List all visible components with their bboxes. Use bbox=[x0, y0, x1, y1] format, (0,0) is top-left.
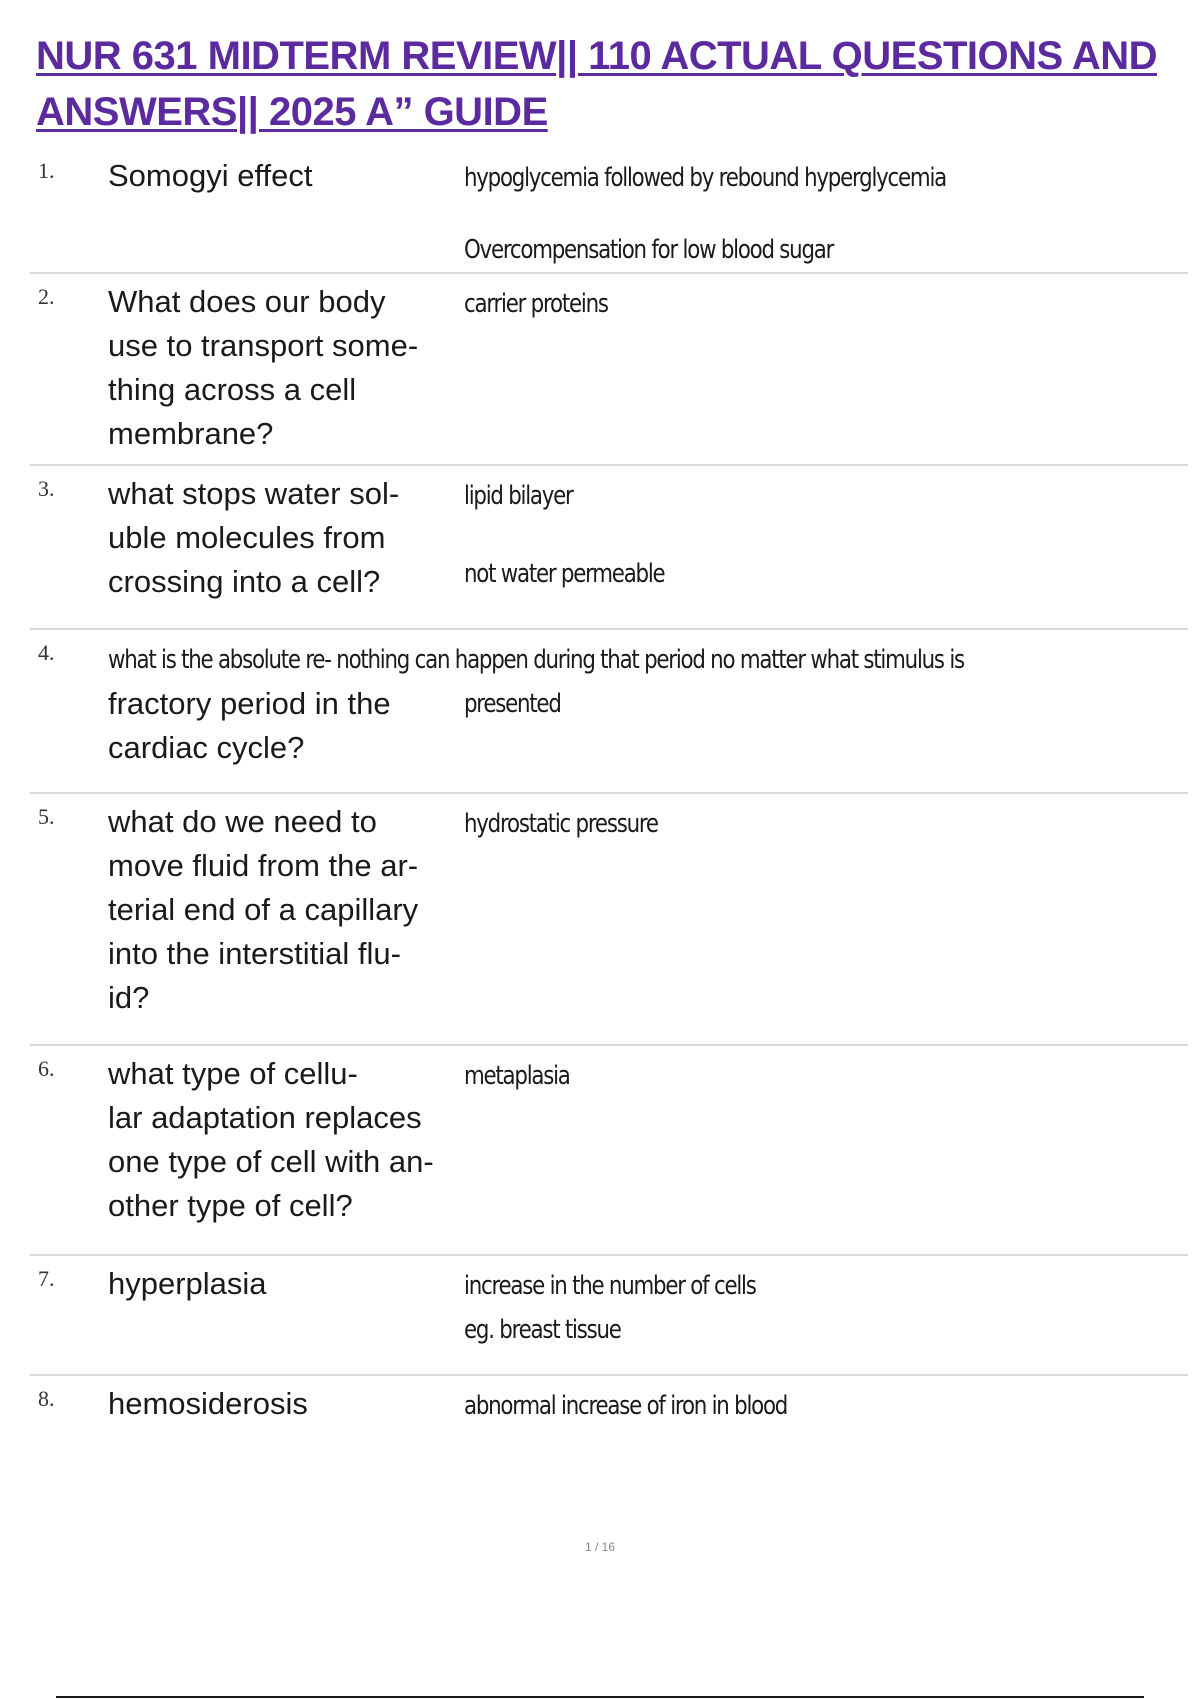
footer-divider bbox=[56, 1696, 1144, 1698]
answer-block bbox=[464, 1264, 1038, 1352]
item-number: 1. bbox=[38, 158, 55, 183]
item-number: 8. bbox=[38, 1386, 55, 1411]
answer-block bbox=[464, 1384, 1038, 1428]
question-text: fractory period in the cardiac cycle? bbox=[108, 686, 391, 765]
answer-block bbox=[464, 474, 1038, 596]
answer-text: metaplasia bbox=[464, 1061, 570, 1091]
question-text: what stops water sol- uble molecules from crossing into a cell? bbox=[108, 476, 400, 599]
answer-block bbox=[464, 156, 1038, 272]
qa-item bbox=[30, 630, 1188, 794]
answer-block bbox=[464, 282, 1038, 326]
qa-item bbox=[30, 274, 1188, 466]
answer-text: abnormal increase of iron in blood bbox=[464, 1391, 788, 1421]
question-text: hemosiderosis bbox=[108, 1386, 308, 1421]
question-text: what do we need to move fluid from the ar- terial end of a capillary into the interstitial flu- id? bbox=[108, 804, 419, 1015]
qa-item bbox=[30, 1256, 1188, 1376]
answer-text: hydrostatic pressure bbox=[464, 809, 658, 839]
item-number: 4. bbox=[38, 640, 55, 665]
answer-block bbox=[464, 802, 1038, 846]
item-number: 2. bbox=[38, 284, 55, 309]
item-number: 5. bbox=[38, 804, 55, 829]
answer-text: lipid bilayer bbox=[464, 481, 573, 511]
question-answer-line: what is the absolute re- nothing can happen during that period no matter what stimulus is bbox=[108, 645, 964, 675]
page-number: 1 / 16 bbox=[584, 1540, 616, 1554]
question-text: hyperplasia bbox=[108, 1266, 267, 1301]
qa-item bbox=[30, 1376, 1188, 1456]
answer-text: Overcompensation for low blood sugar bbox=[464, 235, 834, 265]
qa-item bbox=[30, 466, 1188, 630]
answer-text: carrier proteins bbox=[464, 289, 608, 319]
answer-text: increase in the number of cells eg. breast tissue bbox=[464, 1271, 756, 1345]
question-text: what type of cellu- lar adaptation replaces one type of cell with an- other type of cell? bbox=[108, 1056, 434, 1223]
document-title: NUR 631 MIDTERM REVIEW|| 110 ACTUAL QUESTIONS AND ANSWERS|| 2025 A” GUIDE bbox=[36, 34, 1158, 134]
answer-text: not water permeable bbox=[464, 559, 665, 589]
answer-text: presented bbox=[464, 689, 561, 719]
item-number: 7. bbox=[38, 1266, 55, 1291]
item-number: 6. bbox=[38, 1056, 55, 1081]
answer-text: hypoglycemia followed by rebound hyperglycemia bbox=[464, 163, 946, 193]
qa-item bbox=[30, 148, 1188, 274]
question-text: What does our body use to transport some- thing across a cell membrane? bbox=[108, 284, 419, 451]
qa-list bbox=[30, 148, 1188, 1456]
question-text: Somogyi effect bbox=[108, 158, 313, 193]
qa-item bbox=[30, 1046, 1188, 1256]
answer-block bbox=[464, 1054, 1038, 1098]
item-number: 3. bbox=[38, 476, 55, 501]
qa-item bbox=[30, 794, 1188, 1046]
